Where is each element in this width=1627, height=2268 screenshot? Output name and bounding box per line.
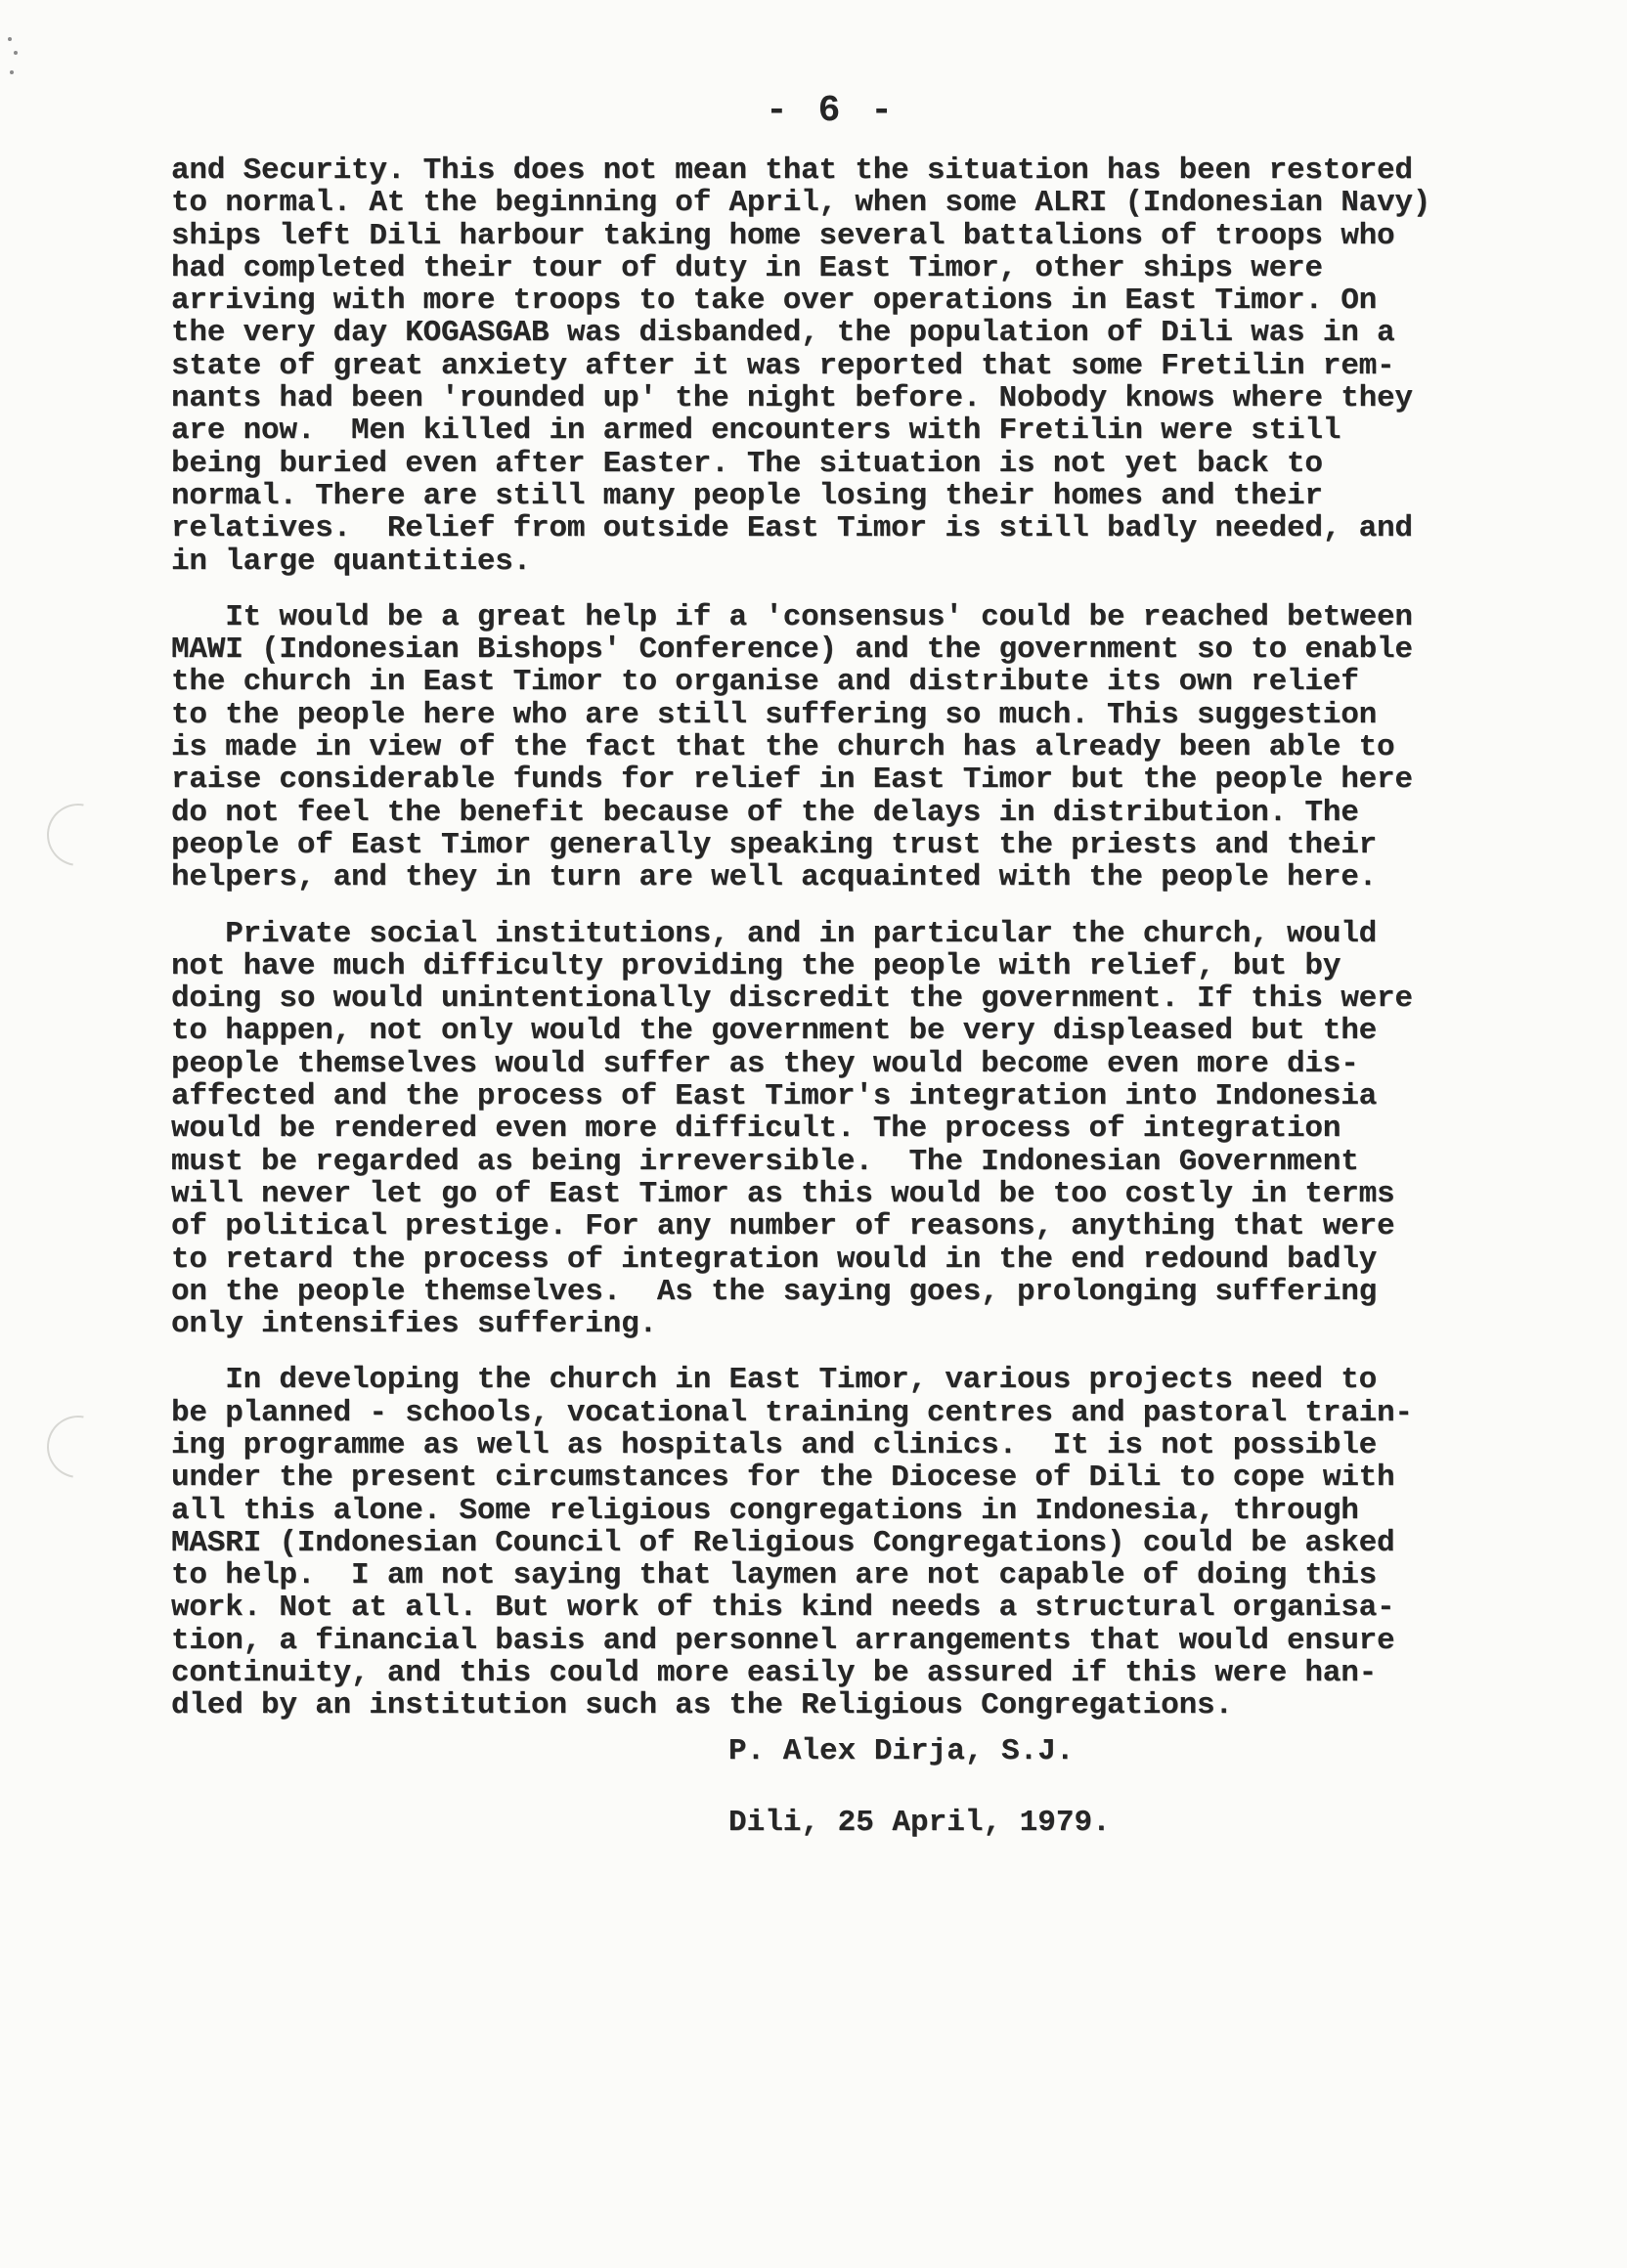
text-line: It would be a great help if a 'consensus' could be reached between bbox=[171, 599, 1413, 634]
text-line: to help. I am not saying that laymen are not capable of doing this bbox=[171, 1558, 1378, 1593]
text-line: nants had been 'rounded up' the night before. Nobody knows where they bbox=[171, 381, 1413, 416]
text-line: state of great anxiety after it was reported that some Fretilin rem- bbox=[171, 348, 1395, 383]
text-line: normal. There are still many people losing their homes and their bbox=[171, 478, 1323, 513]
text-line: doing so would unintentionally discredit the government. If this were bbox=[171, 981, 1413, 1017]
paragraph bbox=[171, 918, 1560, 1341]
paragraph-gap bbox=[171, 578, 1560, 601]
text-line: be planned - schools, vocational training centres and pastoral train- bbox=[171, 1395, 1413, 1430]
text-line: to the people here who are still suffering so much. This suggestion bbox=[171, 697, 1378, 732]
text-line: do not feel the benefit because of the delays in distribution. The bbox=[171, 795, 1359, 830]
margin-mark bbox=[14, 51, 18, 55]
letter-body bbox=[171, 154, 1560, 1723]
text-line: are now. Men killed in armed encounters with Fretilin were still bbox=[171, 414, 1341, 449]
text-line: the church in East Timor to organise and distribute its own relief bbox=[171, 665, 1359, 700]
text-line: dled by an institution such as the Religious Congregations. bbox=[171, 1688, 1233, 1723]
text-line: MASRI (Indonesian Council of Religious Congregations) could be asked bbox=[171, 1525, 1395, 1560]
text-line: work. Not at all. But work of this kind needs a structural organisa- bbox=[171, 1591, 1395, 1626]
text-line: and Security. This does not mean that the situation has been restored bbox=[171, 153, 1413, 188]
paragraph-gap bbox=[171, 894, 1560, 918]
text-line: tion, a financial basis and personnel arrangements that would ensure bbox=[171, 1623, 1395, 1658]
text-line: in large quantities. bbox=[171, 544, 532, 579]
text-line: had completed their tour of duty in East Timor, other ships were bbox=[171, 250, 1323, 285]
text-line: people themselves would suffer as they would become even more dis- bbox=[171, 1046, 1359, 1081]
text-line: all this alone. Some religious congregations in Indonesia, through bbox=[171, 1493, 1359, 1528]
text-line: is made in view of the fact that the church has already been able to bbox=[171, 730, 1395, 765]
margin-mark bbox=[10, 70, 14, 74]
text-line: arriving with more troops to take over operations in East Timor. On bbox=[171, 284, 1378, 319]
paragraph bbox=[171, 1364, 1560, 1722]
text-line: to retard the process of integration would in the end redound badly bbox=[171, 1242, 1378, 1277]
paragraph bbox=[171, 154, 1560, 578]
signatory-name: P. Alex Dirja, S.J. bbox=[728, 1734, 1075, 1768]
text-line: In developing the church in East Timor, various projects need to bbox=[171, 1363, 1378, 1398]
text-line: will never let go of East Timor as this would be too costly in terms bbox=[171, 1176, 1395, 1211]
paragraph bbox=[171, 601, 1560, 894]
paragraph-gap bbox=[171, 1340, 1560, 1364]
text-line: MAWI (Indonesian Bishops' Conference) and the government so to enable bbox=[171, 632, 1413, 668]
text-line: relatives. Relief from outside East Timor is still badly needed, and bbox=[171, 511, 1413, 546]
text-line: being buried even after Easter. The situation is not yet back to bbox=[171, 446, 1323, 481]
text-line: would be rendered even more difficult. The process of integration bbox=[171, 1112, 1341, 1147]
punch-hole bbox=[34, 791, 121, 878]
place-and-date: Dili, 25 April, 1979. bbox=[728, 1806, 1111, 1840]
margin-mark bbox=[8, 37, 12, 41]
text-line: the very day KOGASGAB was disbanded, the population of Dili was in a bbox=[171, 316, 1395, 351]
text-line: helpers, and they in turn are well acquainted with the people here. bbox=[171, 860, 1378, 895]
text-line: to happen, not only would the government be very displeased but the bbox=[171, 1014, 1378, 1049]
text-line: on the people themselves. As the saying goes, prolonging suffering bbox=[171, 1274, 1378, 1309]
punch-hole bbox=[34, 1403, 121, 1490]
text-line: affected and the process of East Timor's integration into Indonesia bbox=[171, 1079, 1378, 1114]
text-line: Private social institutions, and in particular the church, would bbox=[171, 916, 1378, 951]
text-line: to normal. At the beginning of April, when some ALRI (Indonesian Navy) bbox=[171, 186, 1431, 221]
text-line: must be regarded as being irreversible. The Indonesian Government bbox=[171, 1144, 1359, 1179]
text-line: of political prestige. For any number of reasons, anything that were bbox=[171, 1209, 1395, 1244]
text-line: not have much difficulty providing the people with relief, but by bbox=[171, 948, 1341, 983]
text-line: only intensifies suffering. bbox=[171, 1307, 657, 1342]
page-number: - 6 - bbox=[765, 90, 898, 132]
text-line: under the present circumstances for the Diocese of Dili to cope with bbox=[171, 1461, 1395, 1496]
text-line: continuity, and this could more easily be assured if this were han- bbox=[171, 1656, 1378, 1691]
text-line: raise considerable funds for relief in East Timor but the people here bbox=[171, 763, 1413, 798]
text-line: ships left Dili harbour taking home several battalions of troops who bbox=[171, 218, 1395, 253]
text-line: ing programme as well as hospitals and clinics. It is not possible bbox=[171, 1427, 1378, 1462]
signature-block bbox=[728, 1735, 1413, 1839]
text-line: people of East Timor generally speaking trust the priests and their bbox=[171, 827, 1378, 862]
